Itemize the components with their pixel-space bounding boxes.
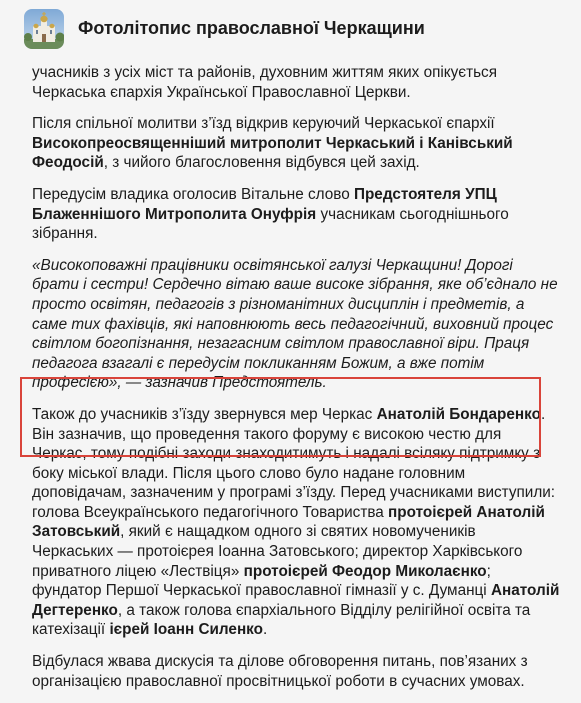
text-run: . Він зазначив, що проведення такого форуму є високою честю для Черкас, тому подібні заходи знаходитимуть і надалі всіляку підтримку з боку міської влади. Після цього слово було надане головним доповідачам, зазначеним у програмі з’їзду. Перед учасниками виступили: голова Всеукраїнського педагогічного Товариства <box>32 405 556 521</box>
text-run: ; фундатор Першої Черкаської православної гімназії у с. Думанці <box>32 562 491 600</box>
text-run: , а також голова єпархіального Відділу релігійної освіта та катехізації <box>32 601 531 639</box>
channel-title[interactable]: Фотолітопис православної Черкащини <box>78 18 425 38</box>
post-body <box>32 60 560 703</box>
paragraph-opening <box>32 114 560 173</box>
text-run: учасникам сьогоднішнього зібрання. <box>32 205 509 243</box>
bold-name-dehterenko: Анатолій Дегтеренко <box>32 582 560 619</box>
text-run: Після спільної молитви з’їзд відкрив керуючий Черкаської єпархії <box>32 115 495 133</box>
bold-name-sylenko: ієрей Іоанн Силенко <box>109 621 263 639</box>
bold-name-bondarenko: Анатолій Бондаренко <box>376 405 541 423</box>
bold-name-onufriy: Предстоятеля УПЦ Блаженнішого Митрополита Онуфрія <box>32 185 497 223</box>
text-run: , з чийого благословення відбувся цей захід. <box>103 154 420 172</box>
text-run: , який є нащадком одного зі святих новомучеників Черкаських — протоієрея Іоанна Затовського; директор Харківського приватного ліцею «Лествіця» <box>32 523 523 580</box>
paragraph-intro: учасників з усіх міст та районів, духовним життям яких опікується Черкаська єпархія Української Православної Церкви. <box>32 64 497 101</box>
channel-avatar[interactable] <box>24 9 64 49</box>
bold-name-zatovsky: протоієрей Анатолій Затовський <box>32 503 545 541</box>
text-run: Передусім владика оголосив Вітальне слово <box>32 185 354 203</box>
text-run: Також до учасників з’їзду звернувся мер Черкас <box>32 405 377 423</box>
paragraph-quote: «Високоповажні працівники освітянської галузі Черкащини! Дорогі брати і сестри! Сердечно вітаю ваше високе зібрання, яке об’єднало не просто освітян, педагогів з різноманітних дисциплін і предметів, а саме тих фахівців, які наповнюють весь педагогічний, виховний процес світлом богопізнання, незагасним світлом православної віри. Праця педагога взагалі є передусім покликанням Божим, а вже потім професією», — зазначив Предстоятель. <box>32 256 558 392</box>
text-run: . <box>262 621 268 639</box>
church-photo-icon <box>24 9 64 49</box>
bold-name-theodosius: Високопреосвященніший митрополит Черкаський і Канівський Феодосій <box>32 134 513 172</box>
bold-name-mykolaienko: протоієрей Феодор Миколаєнко <box>243 562 487 580</box>
paragraph-greeting <box>32 185 560 244</box>
paragraph-discussion: Відбулася жвава дискусія та ділове обговорення питань, пов’язаних з організацією православної просвітницької роботи в сучасних умовах. <box>32 653 528 690</box>
channel-header <box>0 0 581 60</box>
paragraph-speakers <box>32 405 560 640</box>
